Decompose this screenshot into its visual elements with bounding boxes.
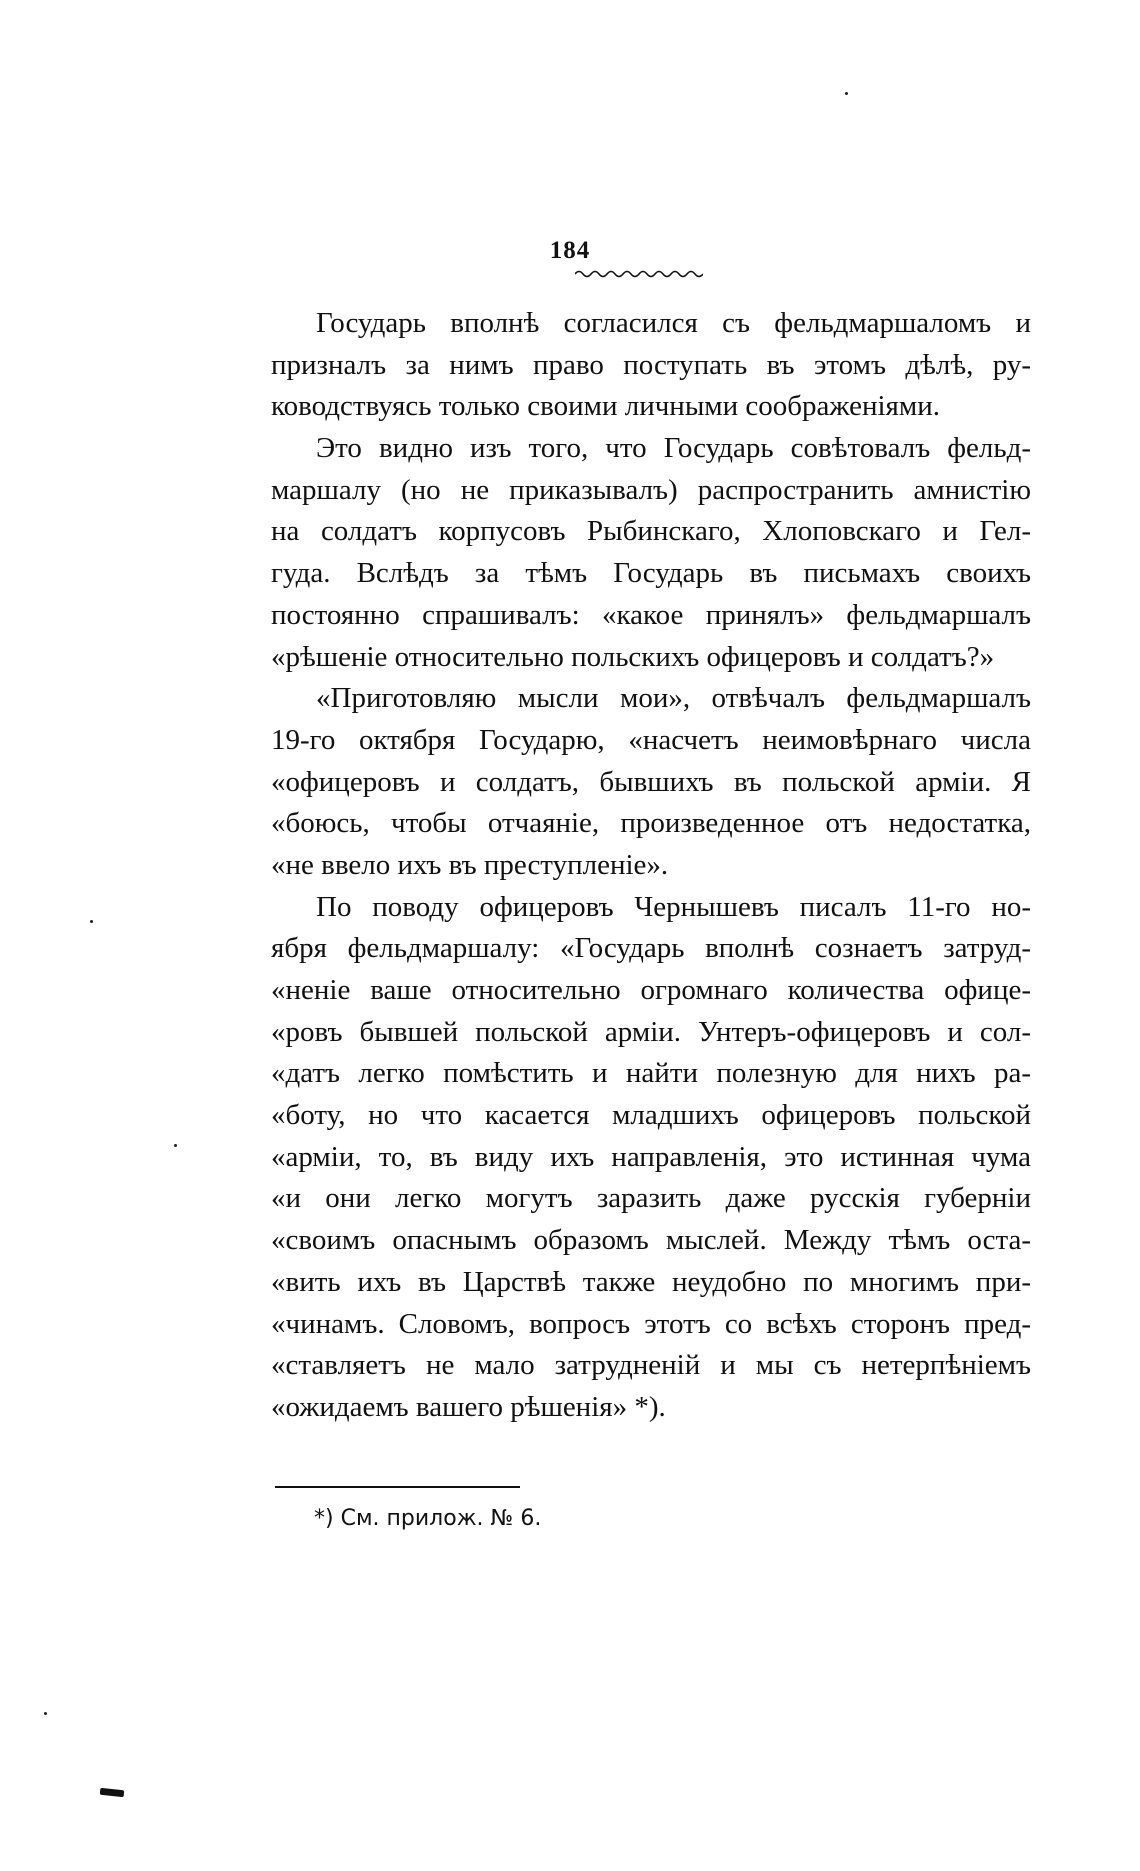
text-line: на солдатъ корпусовъ Рыбинскаго, Хлоповскаго и Гел- bbox=[271, 515, 1031, 548]
text-line: призналъ за нимъ право поступать въ этомъ дѣлѣ, ру- bbox=[271, 348, 1031, 381]
text-line: «датъ легко помѣстить и найти полезную для нихъ ра- bbox=[271, 1057, 1031, 1090]
text-line: «боюсь, чтобы отчаяніе, произведенное отъ недостатка, bbox=[271, 807, 1031, 840]
text-line: «вить ихъ въ Царствѣ также неудобно по многимъ при- bbox=[271, 1265, 1031, 1298]
text-line: «ставляетъ не мало затрудненій и мы съ нетерпѣніемъ bbox=[271, 1349, 1031, 1382]
margin-ink-mark bbox=[100, 1788, 125, 1797]
text-line: маршалу (но не приказывалъ) распространить амнистію bbox=[271, 473, 1031, 506]
text-line: «рѣшеніе относительно польскихъ офицеровъ и солдатъ?» bbox=[271, 640, 995, 673]
text-line: постоянно спрашивалъ: «какое принялъ» фельдмаршалъ bbox=[271, 598, 1031, 631]
text-line: «боту, но что касается младшихъ офицеровъ польской bbox=[271, 1099, 1031, 1132]
text-line: «ожидаемъ вашего рѣшенія» *). bbox=[271, 1390, 666, 1423]
text-line: «чинамъ. Словомъ, вопросъ этотъ со всѣхъ сторонъ пред- bbox=[271, 1307, 1031, 1340]
text-line: ководствуясь только своими личными соображеніями. bbox=[271, 390, 940, 423]
text-line: «неніе ваше относительно огромнаго количества офице- bbox=[271, 974, 1031, 1006]
text-line: «и они легко могутъ заразить даже русскія губерніи bbox=[271, 1182, 1031, 1215]
text-line: «Приготовляю мысли мои», отвѣчалъ фельдмаршалъ bbox=[316, 682, 1031, 715]
text-line: Государь вполнѣ согласился съ фельдмаршаломъ и bbox=[316, 307, 1031, 339]
text-line: По поводу офицеровъ Чернышевъ писалъ 11-го но- bbox=[316, 890, 1031, 923]
text-line: гуда. Вслѣдъ за тѣмъ Государь въ письмахъ своихъ bbox=[271, 557, 1031, 590]
page-number: 184 bbox=[549, 237, 591, 264]
text-line: «ровъ бывшей польской арміи. Унтеръ-офицеровъ и сол- bbox=[271, 1015, 1031, 1048]
paper-speck bbox=[44, 1712, 47, 1715]
paper-speck bbox=[174, 1144, 177, 1147]
paper-speck bbox=[845, 92, 848, 95]
text-line: «своимъ опаснымъ образомъ мыслей. Между тѣмъ оста- bbox=[271, 1224, 1031, 1257]
footnote: *) См. прилож. № 6. bbox=[314, 1506, 542, 1531]
footnote-divider bbox=[275, 1486, 520, 1488]
page-number-ornament bbox=[575, 268, 703, 280]
text-line: 19-го октября Государю, «насчетъ неимовѣрнаго числа bbox=[271, 723, 1031, 756]
paper-speck bbox=[90, 920, 93, 923]
text-line: «арміи, то, въ виду ихъ направленія, это истинная чума bbox=[271, 1140, 1031, 1173]
text-line: ября фельдмаршалу: «Государь вполнѣ сознаетъ затруд- bbox=[271, 932, 1031, 965]
text-line: Это видно изъ того, что Государь совѣтовалъ фельд- bbox=[316, 432, 1031, 465]
body-text bbox=[271, 303, 1031, 1429]
text-line: «офицеровъ и солдатъ, бывшихъ въ польской арміи. Я bbox=[271, 765, 1031, 798]
text-line: «не ввело ихъ въ преступленіе». bbox=[271, 848, 669, 881]
